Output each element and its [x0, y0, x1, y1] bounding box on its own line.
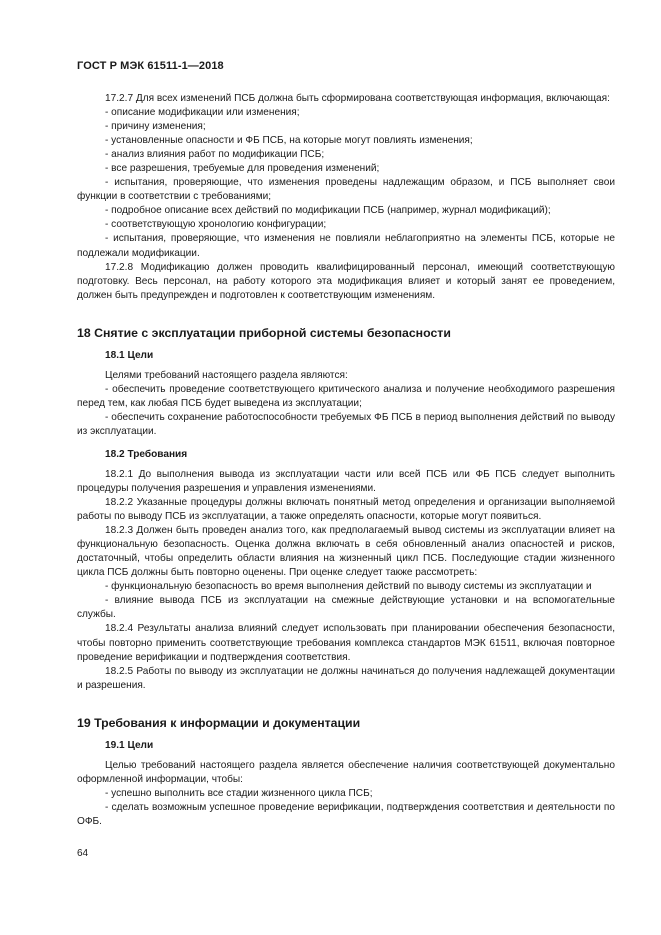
clause-17-2-7: 17.2.7 Для всех изменений ПСБ должна быть сформирована соответствующая информация, включающая: — [105, 93, 610, 104]
list-item: - причину изменения; — [105, 121, 206, 133]
list-item: - подробное описание всех действий по модификации ПСБ (например, журнал модификаций); — [105, 205, 551, 217]
subsection-19-1-title: 19.1 Цели — [105, 739, 154, 751]
list-item: - испытания, проверяющие, что изменения не повлияли неблагоприятно на элементы ПСБ, которые не подлежали модификации. — [77, 233, 615, 259]
section-19-title: 19 Требования к информации и документации — [77, 715, 361, 730]
page-number: 64 — [77, 848, 89, 859]
clause-18-2-2: 18.2.2 Указанные процедуры должны включать понятный метод определения и организации выполняемой работы по выводу ПСБ из эксплуатации, а также определять опасности, которые могут появиться. — [77, 497, 615, 523]
clause-18-2-4: 18.2.4 Результаты анализа влияний следует использовать при планировании обеспечения безопасности, чтобы повторно применить соответствующие требования комплекса стандартов МЭК 61511, включая повторное проведение верификации и подтверждения соответствия. — [77, 623, 615, 663]
list-item: - сделать возможным успешное проведение верификации, подтверждения соответствия и деятельности по ОФБ. — [77, 801, 615, 827]
subsection-18-2-title: 18.2 Требования — [105, 448, 188, 460]
list-item: - описание модификации или изменения; — [105, 107, 300, 119]
clause-17-2-8: 17.2.8 Модификацию должен проводить квалифицированный персонал, имеющий соответствующую подготовку. Весь персонал, на работу которого эта модификация влияет и который занят ее проведением, должен быть предупрежден и подготовлен к соответствующим изменениям. — [77, 261, 615, 301]
clause-18-2-1: 18.2.1 До выполнения вывода из эксплуатации части или всей ПСБ или ФБ ПСБ следует выполнить процедуры получения разрешения и управления изменениями. — [77, 468, 615, 494]
list-item: - обеспечить сохранение работоспособности требуемых ФБ ПСБ в период выполнения действий по выводу из эксплуатации. — [77, 411, 615, 437]
list-item: - все разрешения, требуемые для проведения изменений; — [105, 163, 380, 175]
subsection-18-1-title: 18.1 Цели — [105, 349, 154, 361]
list-item: - функциональную безопасность во время выполнения действий по выводу системы из эксплуатации и — [105, 581, 592, 593]
list-item: - успешно выполнить все стадии жизненного цикла ПСБ; — [105, 787, 373, 799]
section-18-title: 18 Снятие с эксплуатации приборной системы безопасности — [77, 325, 451, 340]
document-header: ГОСТ Р МЭК 61511-1—2018 — [77, 60, 224, 72]
clause-18-2-3: 18.2.3 Должен быть проведен анализ того, как предполагаемый вывод системы из эксплуатации влияет на функциональную безопасность. Оценка должна включать в себя обновленный анализ опасностей и рисков, достаточный, чтобы определить области влияния на жизненный цикл ПСБ. Последующие стадии жизненного цикла ПСБ должны быть повторно оценены. При оценке следует также рассмотреть: — [77, 525, 615, 579]
list-item: - установленные опасности и ФБ ПСБ, на которые могут повлиять изменения; — [105, 135, 473, 147]
paragraph: Целью требований настоящего раздела является обеспечение наличия соответствующей документально оформленной информации, чтобы: — [77, 759, 615, 785]
paragraph: Целями требований настоящего раздела являются: — [105, 369, 348, 381]
list-item: - анализ влияния работ по модификации ПСБ; — [105, 149, 325, 161]
list-item: - обеспечить проведение соответствующего критического анализа и получение необходимого разрешения перед тем, как любая ПСБ будет выведена из эксплуатации; — [77, 383, 615, 409]
list-item: - испытания, проверяющие, что изменения проведены надлежащим образом, и ПСБ выполняет свои функции в соответствии с требованиями; — [77, 177, 615, 203]
document-body — [77, 92, 615, 829]
clause-18-2-5: 18.2.5 Работы по выводу из эксплуатации не должны начинаться до получения надлежащей документации и разрешения. — [77, 665, 615, 691]
list-item: - соответствующую хронологию конфигурации; — [105, 219, 327, 231]
list-item: - влияние вывода ПСБ из эксплуатации на смежные действующие установки и на вспомогательные службы. — [77, 595, 615, 621]
